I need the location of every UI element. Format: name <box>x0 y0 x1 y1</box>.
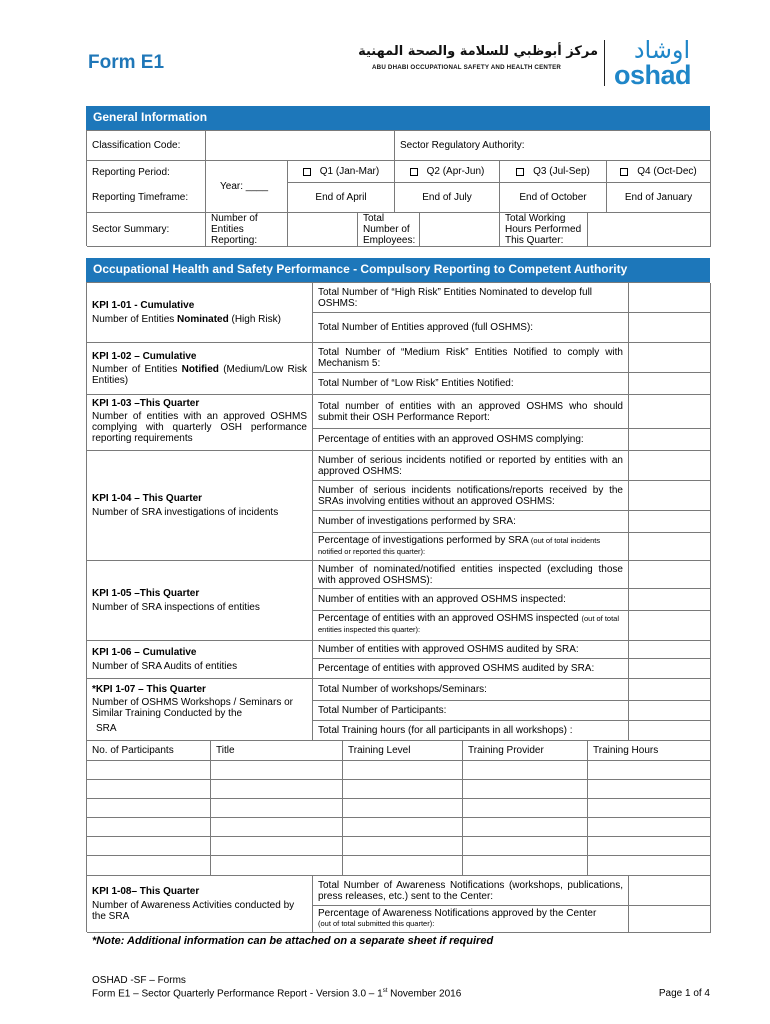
quarter-q3-checkbox[interactable] <box>500 161 607 183</box>
kpi-title: KPI 1-01 - Cumulative <box>92 300 195 311</box>
kpi-text: Number of Entities <box>92 314 178 325</box>
kpi-1-03-q2: Percentage of entities with an approved OSHMS complying: <box>313 429 629 451</box>
kpi-1-08-description <box>87 876 313 933</box>
training-cell[interactable] <box>343 837 463 856</box>
kpi-1-03-description <box>87 395 313 451</box>
kpi-1-06-q1: Number of entities with approved OSHMS audited by SRA: <box>313 641 629 659</box>
kpi-1-07-q2-input[interactable] <box>629 701 711 721</box>
kpi-text: Percentage of entities with an approved OSHMS inspected <box>318 613 582 624</box>
kpi-title: KPI 1-02 – Cumulative <box>92 351 197 362</box>
kpi-1-04-q2-input[interactable] <box>629 481 711 511</box>
kpi-1-08-q2 <box>313 906 629 933</box>
training-cell[interactable] <box>87 818 211 837</box>
kpi-1-02-q1-input[interactable] <box>629 343 711 373</box>
kpi-text: Number of Entities <box>92 364 182 375</box>
training-cell[interactable] <box>343 799 463 818</box>
timeframe-q2: End of July <box>395 183 500 213</box>
kpi-1-05-description <box>87 561 313 641</box>
kpi-1-06-q2: Percentage of entities with approved OSHMS audited by SRA: <box>313 659 629 679</box>
kpi-text: (High Risk) <box>228 314 281 325</box>
training-cell[interactable] <box>211 856 343 876</box>
kpi-1-04-q4 <box>313 533 629 561</box>
sector-authority-field[interactable]: Sector Regulatory Authority: <box>395 131 711 161</box>
kpi-title: KPI 1-04 – This Quarter <box>92 493 203 504</box>
kpi-text: Number of SRA inspections of entities <box>92 602 260 613</box>
checkbox-icon <box>516 168 524 176</box>
checkbox-icon <box>620 168 628 176</box>
classification-input[interactable] <box>206 131 395 161</box>
kpi-1-05-q2: Number of entities with an approved OSHMS inspected: <box>313 589 629 611</box>
timeframe-q1: End of April <box>288 183 395 213</box>
training-cell[interactable] <box>588 856 711 876</box>
training-cell[interactable] <box>87 856 211 876</box>
quarter-label: Q3 (Jul-Sep) <box>533 166 590 177</box>
logo-mark-word: oshad <box>614 60 692 90</box>
total-employees-label: Total Number of Employees: <box>358 213 420 247</box>
kpi-text: (Medium/Low Risk Entities) <box>92 364 307 386</box>
footer-sup: st <box>382 988 388 994</box>
kpi-1-04-q2: Number of serious incidents notifications/reports received by the SRAs involving entities without an approved OSHMS: <box>313 481 629 511</box>
kpi-1-06-q2-input[interactable] <box>629 659 711 679</box>
timeframe-q4: End of January <box>607 183 711 213</box>
kpi-1-01-q2: Total Number of Entities approved (full OSHMS): <box>313 313 629 343</box>
training-cell[interactable] <box>463 856 588 876</box>
kpi-1-05-q3-input[interactable] <box>629 611 711 641</box>
training-col-hours: Training Hours <box>588 741 711 761</box>
form-title: Form E1 <box>88 52 165 73</box>
kpi-1-04-q1-input[interactable] <box>629 451 711 481</box>
training-cell[interactable] <box>588 818 711 837</box>
total-hours-label: Total Working Hours Performed This Quarter: <box>500 213 588 247</box>
additional-info-note: *Note: Additional information can be attached on a separate sheet if required <box>92 935 494 947</box>
training-cell[interactable] <box>211 818 343 837</box>
quarter-q4-checkbox[interactable] <box>607 161 711 183</box>
kpi-title: KPI 1-03 –This Quarter <box>92 398 200 409</box>
kpi-1-04-q3-input[interactable] <box>629 511 711 533</box>
kpi-1-01-q1: Total Number of “High Risk” Entities Nominated to develop full OSHMS: <box>313 283 629 313</box>
checkbox-icon <box>410 168 418 176</box>
kpi-title: KPI 1-08– This Quarter <box>92 886 200 897</box>
logo-separator <box>604 40 605 86</box>
kpi-1-08-q2-input[interactable] <box>629 906 711 933</box>
kpi-small-text: (out of total incidents notified or reported this quarter): <box>318 536 601 556</box>
footer-version <box>92 988 461 999</box>
entities-reporting-input[interactable] <box>288 213 358 247</box>
kpi-text: Percentage of Awareness Notifications approved by the Center <box>318 908 597 919</box>
reporting-timeframe-label: Reporting Timeframe: <box>87 183 206 213</box>
training-cell[interactable] <box>463 761 588 780</box>
kpi-text: Number of entities with an approved OSHMS complying with quarterly OSH performance reporting requirements <box>92 411 307 444</box>
training-cell[interactable] <box>87 780 211 799</box>
reporting-period-label: Reporting Period: <box>87 161 206 213</box>
general-info-header: General Information <box>86 106 710 130</box>
footer-text: Form E1 – Sector Quarterly Performance Report - Version 3.0 – 1 <box>92 988 383 1000</box>
training-col-title: Title <box>211 741 343 761</box>
kpi-1-06-description <box>87 641 313 679</box>
training-cell[interactable] <box>463 799 588 818</box>
kpi-1-07-q3-input[interactable] <box>629 721 711 741</box>
kpi-text: Number of SRA Audits of entities <box>92 661 238 672</box>
training-cell[interactable] <box>87 799 211 818</box>
logo-english-name: ABU DHABI OCCUPATIONAL SAFETY AND HEALTH CENTER <box>372 64 562 71</box>
logo-mark-arabic: اوشاد <box>633 36 691 64</box>
kpi-text: SRA <box>96 723 117 734</box>
kpi-small-text: (out of total entities inspected this quarter): <box>318 614 620 634</box>
training-col-provider: Training Provider <box>463 741 588 761</box>
kpi-1-08-q1-input[interactable] <box>629 876 711 906</box>
training-col-level: Training Level <box>343 741 463 761</box>
kpi-1-04-description <box>87 451 313 561</box>
logo-arabic-name: مركز أبوظبي للسلامة والصحة المهنية <box>358 44 598 59</box>
training-cell[interactable] <box>343 856 463 876</box>
kpi-1-02-q2: Total Number of “Low Risk” Entities Notified: <box>313 373 629 395</box>
training-cell[interactable] <box>87 761 211 780</box>
kpi-1-07-q3: Total Training hours (for all participants in all workshops) : <box>313 721 629 741</box>
kpi-1-02-description <box>87 343 313 395</box>
training-cell[interactable] <box>211 780 343 799</box>
training-cell[interactable] <box>211 837 343 856</box>
entities-reporting-label: Number of Entities Reporting: <box>206 213 288 247</box>
kpi-1-07-q1: Total Number of workshops/Seminars: <box>313 679 629 701</box>
kpi-1-05-q1-input[interactable] <box>629 561 711 589</box>
training-cell[interactable] <box>588 761 711 780</box>
kpi-text: Number of Awareness Activities conducted by the SRA <box>92 900 295 922</box>
kpi-1-04-q3: Number of investigations performed by SRA: <box>313 511 629 533</box>
kpi-1-02-q1: Total Number of “Medium Risk” Entities Notified to comply with Mechanism 5: <box>313 343 629 373</box>
quarter-q1-checkbox[interactable] <box>288 161 395 183</box>
training-cell[interactable] <box>87 837 211 856</box>
training-cell[interactable] <box>211 799 343 818</box>
kpi-1-03-q1-input[interactable] <box>629 395 711 429</box>
ohs-performance-header: Occupational Health and Safety Performance - Compulsory Reporting to Competent Authority <box>86 258 710 282</box>
kpi-1-05-q2-input[interactable] <box>629 589 711 611</box>
kpi-1-05-q3 <box>313 611 629 641</box>
footer-text: November 2016 <box>387 988 462 1000</box>
quarter-label: Q4 (Oct-Dec) <box>637 166 697 177</box>
kpi-1-07-q2: Total Number of Participants: <box>313 701 629 721</box>
kpi-title: KPI 1-05 –This Quarter <box>92 588 200 599</box>
kpi-title: KPI 1-06 – Cumulative <box>92 647 197 658</box>
kpi-1-05-q1: Number of nominated/notified entities inspected (excluding those with approved OSHSMS): <box>313 561 629 589</box>
kpi-1-01-description <box>87 283 313 343</box>
training-col-participants: No. of Participants <box>87 741 211 761</box>
kpi-1-08-q1: Total Number of Awareness Notifications (workshops, publications, press releases, etc.) sent to the Center: <box>313 876 629 906</box>
quarter-q2-checkbox[interactable] <box>395 161 500 183</box>
kpi-1-07-q1-input[interactable] <box>629 679 711 701</box>
kpi-1-01-q2-input[interactable] <box>629 313 711 343</box>
kpi-small-text: (out of total submitted this quarter): <box>318 919 435 928</box>
kpi-1-01-q1-input[interactable] <box>629 283 711 313</box>
timeframe-q3: End of October <box>500 183 607 213</box>
kpi-1-07-description <box>87 679 313 741</box>
training-cell[interactable] <box>343 761 463 780</box>
quarter-label: Q1 (Jan-Mar) <box>319 166 380 177</box>
training-cell[interactable] <box>463 818 588 837</box>
training-cell[interactable] <box>463 780 588 799</box>
year-field[interactable]: Year: ____ <box>206 161 288 213</box>
kpi-text: Nominated <box>177 314 229 325</box>
kpi-1-02-q2-input[interactable] <box>629 373 711 395</box>
footer-series: OSHAD -SF – Forms <box>92 975 186 986</box>
general-info-table <box>86 130 710 246</box>
kpi-1-06-q1-input[interactable] <box>629 641 711 659</box>
quarter-label: Q2 (Apr-Jun) <box>426 166 485 177</box>
training-cell[interactable] <box>588 837 711 856</box>
training-cell[interactable] <box>343 780 463 799</box>
kpi-text: Number of OSHMS Workshops / Seminars or Similar Training Conducted by the <box>92 697 293 719</box>
training-cell[interactable] <box>211 761 343 780</box>
kpi-1-04-q4-input[interactable] <box>629 533 711 561</box>
kpi-text: Percentage of investigations performed by SRA <box>318 535 531 546</box>
kpi-table <box>86 282 710 932</box>
training-cell[interactable] <box>343 818 463 837</box>
total-hours-input[interactable] <box>588 213 711 247</box>
total-employees-input[interactable] <box>420 213 500 247</box>
training-cell[interactable] <box>588 780 711 799</box>
kpi-text: Number of SRA investigations of incidents <box>92 507 279 518</box>
kpi-title: *KPI 1-07 – This Quarter <box>92 684 206 695</box>
kpi-text: Notified <box>181 364 219 375</box>
kpi-1-03-q1: Total number of entities with an approved OSHMS who should submit their OSH Performance Report: <box>313 395 629 429</box>
classification-label: Classification Code: <box>87 131 206 161</box>
kpi-1-04-q1: Number of serious incidents notified or reported by entities with an approved OSHMS: <box>313 451 629 481</box>
checkbox-icon <box>303 168 311 176</box>
training-cell[interactable] <box>463 837 588 856</box>
training-cell[interactable] <box>588 799 711 818</box>
page-number: Page 1 of 4 <box>658 988 710 999</box>
sector-summary-label: Sector Summary: <box>87 213 206 247</box>
kpi-1-03-q2-input[interactable] <box>629 429 711 451</box>
